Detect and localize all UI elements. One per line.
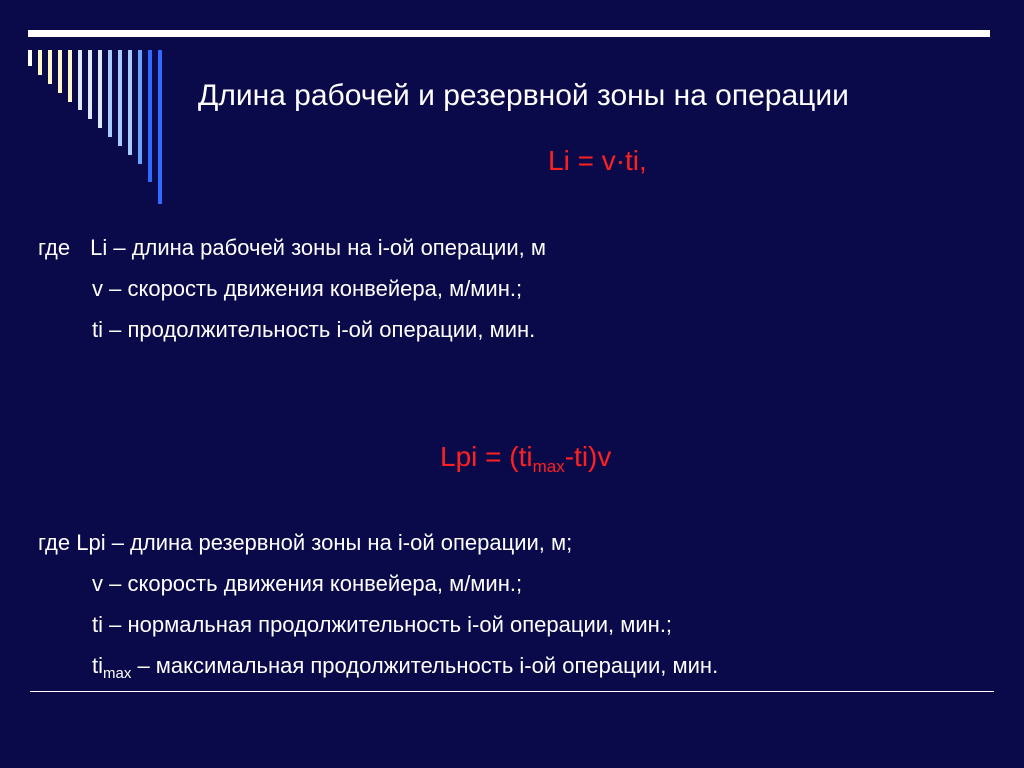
formula2-suffix: -ti)v <box>564 441 612 472</box>
definition-v-1: v – скорость движения конвейера, м/мин.; <box>92 276 523 301</box>
stripe-9 <box>108 50 112 137</box>
definition-lpi: где Lpi – длина резервной зоны на i-ой операции, м; <box>38 530 573 555</box>
working-zone-formula: Li = v·ti, <box>548 145 647 176</box>
timax-prefix: ti <box>92 653 103 678</box>
stripe-12 <box>138 50 142 164</box>
stripe-2 <box>38 50 42 75</box>
top-rule <box>28 30 990 37</box>
definition-timax <box>92 652 718 683</box>
definition-ti-1: ti – продолжительность i-ой операции, мин. <box>92 317 536 342</box>
stripe-5 <box>68 50 72 102</box>
reserve-zone-formula <box>440 440 611 478</box>
timax-text: – максимальная продолжительность i-ой операции, мин. <box>131 653 719 678</box>
stripe-8 <box>98 50 102 128</box>
stripe-4 <box>58 50 62 93</box>
bottom-rule <box>30 691 994 692</box>
stripe-7 <box>88 50 92 119</box>
stripe-10 <box>118 50 122 146</box>
definition-v-2: v – скорость движения конвейера, м/мин.; <box>92 571 523 596</box>
formula2-prefix: Lpi = (ti <box>440 441 533 472</box>
stripe-3 <box>48 50 52 84</box>
stripe-13 <box>148 50 152 182</box>
timax-subscript: max <box>103 665 132 682</box>
stripe-6 <box>78 50 82 110</box>
where-label: где <box>38 235 71 260</box>
formula2-subscript: max <box>532 457 565 476</box>
stripe-1 <box>28 50 32 66</box>
li-definition: Li – длина рабочей зоны на i-ой операции, м <box>90 235 546 260</box>
stripe-14 <box>158 50 162 204</box>
stripe-11 <box>128 50 132 155</box>
slide-title: Длина рабочей и резервной зоны на операции <box>198 79 849 112</box>
definition-li <box>38 234 546 262</box>
decorative-stripes <box>0 0 170 210</box>
definition-ti-2: ti – нормальная продолжительность i-ой операции, мин.; <box>92 612 673 637</box>
